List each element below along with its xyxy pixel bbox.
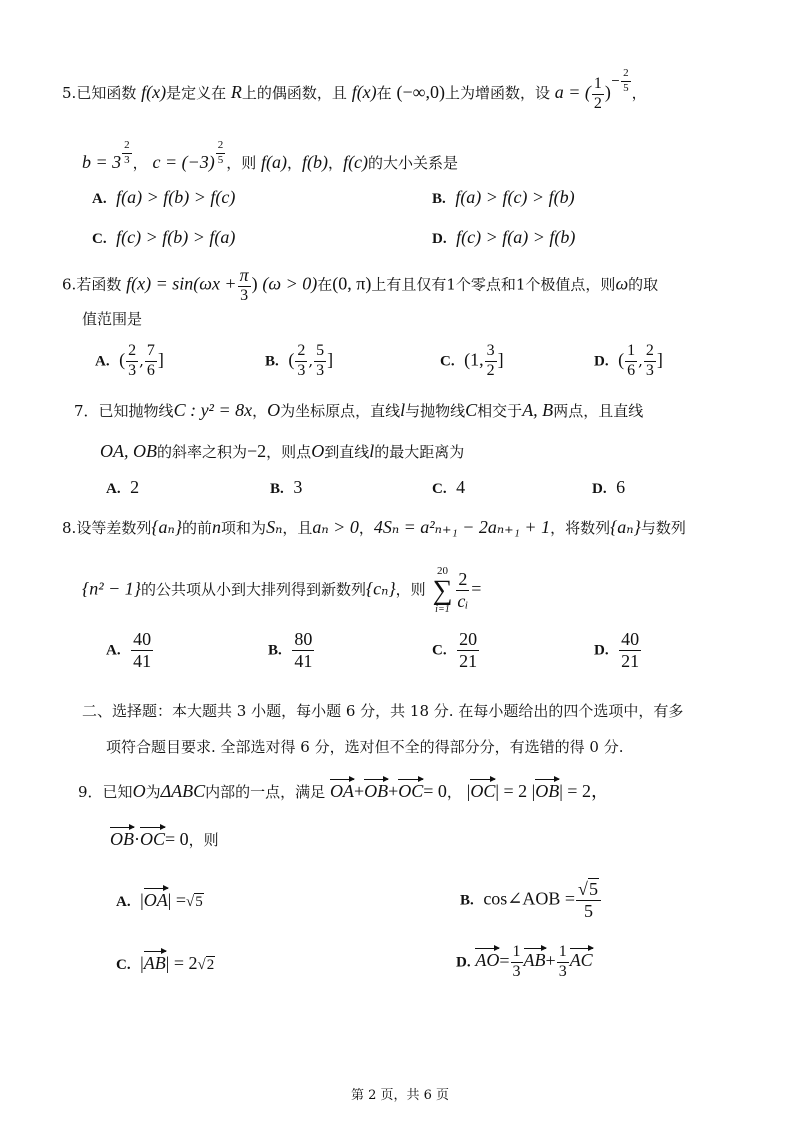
- q5-line2: b = 3 $^{\frac{2}{3}}$ ， c = (−3) $^{\frac{2}{5}}$ ，则 f(a)，f(b)，f(c)的大小关系是: [82, 139, 459, 173]
- q7-option-a: A. 2: [106, 477, 140, 497]
- q8-sum-fraction: $\frac{2}{\text{cᵢ}}$: [457, 569, 469, 611]
- q8-option-b: B. $\frac{80}{41}$: [268, 629, 313, 671]
- q5-option-a: A. f(a) > f(b) > f(c): [92, 187, 236, 207]
- q8-line2: {n² − 1}的公共项从小到大排列得到新数列{cₙ}，则 20 ∑ i=1 $\frac{2}{\text{cᵢ}}$ =: [82, 565, 482, 615]
- q7-line2: OA, OB的斜率之积为−2，则点O到直线l的最大距离为: [100, 441, 465, 461]
- q6-option-d: D. ( $\frac{1}{6}$ , $\frac{2}{3}$ ]: [594, 342, 663, 379]
- sqrt-sign: √5: [186, 894, 203, 910]
- q6-line1: 6.若函数 f(x) = sin(ωx + $\frac{\pi}{3}$ ) (ω > 0)在(0, π)上有且仅有1个零点和1个极值点，则ω的取: [62, 265, 659, 304]
- q5-option-d: D. f(c) > f(a) > f(b): [432, 227, 576, 247]
- q9-option-c: C. |AB| = 2√2: [116, 953, 215, 973]
- q5-option-b: B. f(a) > f(c) > f(b): [432, 187, 575, 207]
- q6-option-b: B. ( $\frac{2}{3}$ , $\frac{5}{3}$ ]: [265, 342, 334, 379]
- q7-option-c: C. 4: [432, 477, 466, 497]
- q6-option-c: C. (1, $\frac{3}{2}$ ]: [440, 342, 504, 379]
- section2-line1: 二、选择题：本大题共 3 小题，每小题 6 分，共 18 分. 在每小题给出的四个选项中，有多: [82, 702, 684, 720]
- q8-option-d: D. $\frac{40}{21}$: [594, 629, 640, 671]
- q7-line1: 7．已知抛物线C : y² = 8x，O为坐标原点，直线l与抛物线C相交于A, B两点，且直线: [74, 400, 644, 420]
- page-footer: 第 2 页，共 6 页: [350, 1088, 450, 1103]
- sqrt-sign: √2: [197, 957, 215, 973]
- q5-line1: 5.已知函数 f(x)是定义在 R上的偶函数，且 f(x)在 (−∞,0)上为增函数，设 a = ( $\frac{1}{2}$ )$^{- \frac{2}{5}}$ ，: [62, 67, 647, 112]
- q6-line2: 值范围是: [82, 310, 143, 328]
- sqrt-sign: √5: [578, 879, 598, 899]
- q9-option-d: D. AO= $\frac{1}{3}$ AB+ $\frac{1}{3}$ AC: [456, 943, 593, 980]
- q7-option-b: B. 3: [270, 477, 303, 497]
- summation-symbol: 20 ∑ i=1: [432, 565, 453, 615]
- q5-a-fraction: $\frac{1}{2}$: [593, 74, 602, 112]
- section2-line2: 项符合题目要求. 全部选对得 6 分，选对但不全的得部分分，有选错的得 0 分.: [106, 738, 624, 756]
- q9-option-a: A. |OA| =√5: [116, 890, 203, 910]
- q9-line1: 9．已知O为ΔABC内部的一点，满足 OA+OB+OC= 0， |OC| = 2 |OB| = 2，: [78, 781, 609, 801]
- q5-c-exponent: 2 5: [217, 139, 224, 166]
- q9-option-b: B. cos∠AOB = $\frac{√5}{5}$: [460, 880, 602, 921]
- q5-a-exponent: $\frac{2}{5}$: [623, 67, 629, 94]
- q8-option-a: A. $\frac{40}{41}$: [106, 629, 152, 671]
- q6-option-a: A. ( $\frac{2}{3}$ , $\frac{7}{6}$ ]: [95, 342, 164, 379]
- q6-pi-fraction: $\frac{\pi}{3}$: [239, 265, 249, 304]
- q9-line2: OB·OC= 0，则: [110, 829, 219, 849]
- q8-option-c: C. $\frac{20}{21}$: [432, 629, 478, 671]
- q8-line1: 8.设等差数列{aₙ}的前n项和为Sₙ，且aₙ > 0，4Sₙ = a²ₙ₊₁ − 2aₙ₊₁ + 1，将数列{aₙ}与数列: [62, 517, 686, 537]
- q5-option-c: C. f(c) > f(b) > f(a): [92, 227, 236, 247]
- q5-b-exponent: 2 3: [124, 139, 130, 166]
- q7-option-d: D. 6: [592, 477, 626, 497]
